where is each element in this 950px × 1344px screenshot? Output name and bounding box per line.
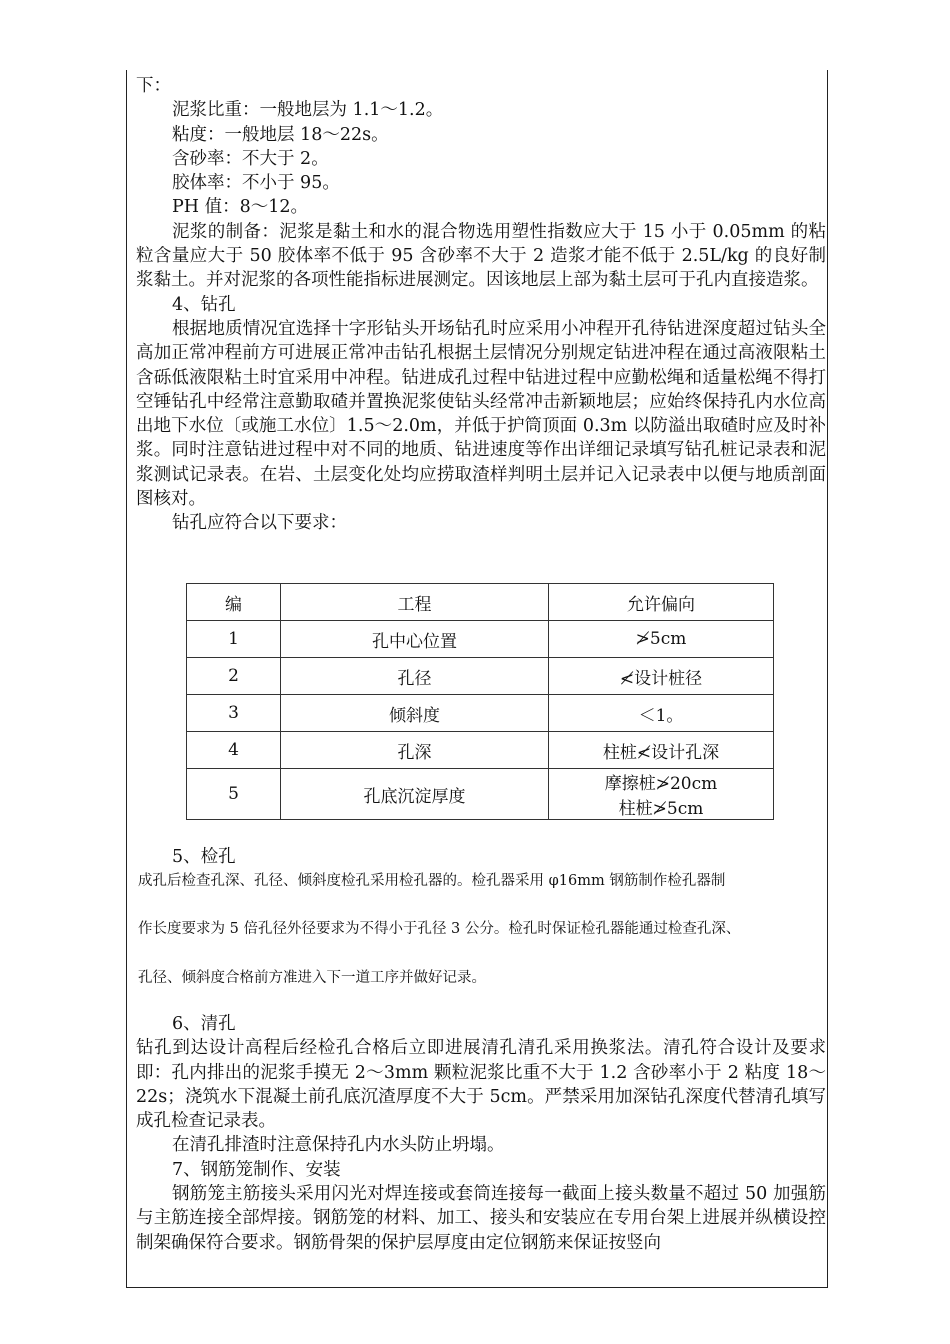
- text-line: PH 值：8～12。: [172, 197, 309, 218]
- section-5-heading: 5、检孔: [172, 847, 236, 867]
- section-5: [136, 845, 826, 869]
- tolerance-line: 摩擦桩≯20cm: [604, 774, 718, 794]
- table-row: [187, 658, 774, 695]
- row-tolerance: [549, 769, 774, 820]
- table-row: [187, 732, 774, 769]
- header-no: 编: [187, 584, 281, 621]
- row-item: 孔底沉淀厚度: [281, 769, 549, 820]
- drilling-requirements-table: [186, 583, 774, 820]
- table-header-row: [187, 584, 774, 621]
- header-tolerance: 允许偏向: [549, 584, 774, 621]
- text-line: 胶体率：不小于 95。: [172, 173, 340, 194]
- row-tolerance: ≮设计桩径: [549, 658, 774, 695]
- mud-prep-paragraph: 泥浆的制备：泥浆是黏土和水的混合物选用塑性指数应大于 15 小于 0.05mm 的粘粒含量应大于 50 胶体率不低于 95 含砂率不大于 2 造浆才能不低于 2.5L/kg 的良好制浆黏土。并对泥浆的各项性能指标进展测定。因该地层上部为黏土层可于孔内直接造浆。: [136, 221, 826, 291]
- section-5-line: [138, 871, 828, 891]
- row-tolerance: ≯5cm: [549, 621, 774, 658]
- text-line: 下：: [136, 76, 171, 96]
- row-tolerance: 柱桩≮设计孔深: [549, 732, 774, 769]
- text-line: 成孔后检查孔深、孔径、倾斜度检孔采用检孔器的。检孔器采用 φ16mm 钢筋制作检孔器制: [138, 873, 726, 889]
- section-7-heading: 7、钢筋笼制作、安装: [172, 1159, 341, 1180]
- document-body: [136, 74, 826, 536]
- text-line: 含砂率：不大于 2。: [172, 148, 329, 169]
- section-6-note: 在清孔排渣时注意保持孔内水头防止坍塌。: [172, 1135, 505, 1156]
- row-item: 孔中心位置: [281, 621, 549, 658]
- row-no: 5: [187, 769, 281, 820]
- section-4-heading: 4、钻孔: [172, 294, 236, 315]
- row-no: 3: [187, 695, 281, 732]
- section-4-paragraph: 根据地质情况宜选择十字形钻头开场钻孔时应采用小冲程开孔待钻进深度超过钻头全高加正常冲程前方可进展正常冲击钻孔根据土层情况分别规定钻进冲程在通过高液限粘土含砾低液限粘土时宜采用中冲程。钻进成孔过程中钻进过程中应勤松绳和适量松绳不得打空锤钻孔中经常注意勤取碴并置换泥浆使钻头经常冲击新颖地层；应始终保持孔内水位高出地下水位〔或施工水位〕1.5～2.0m，并低于护筒顶面 0.3m 以防溢出取碴时应及时补浆。同时注意钻进过程中对不同的地质、钻进速度等作出详细记录填写钻孔桩记录表和泥浆测试记录表。在岩、土层变化处均应捞取渣样判明土层并记入记录表中以便与地质剖面图核对。: [136, 318, 826, 510]
- requirements-intro: 钻孔应符合以下要求：: [172, 513, 347, 534]
- section-5-line: [138, 919, 828, 939]
- row-item: 倾斜度: [281, 695, 549, 732]
- section-6-paragraph: 钻孔到达设计高程后经检孔合格后立即进展清孔清孔采用换浆法。清孔符合设计及要求即：孔内排出的泥浆手摸无 2～3mm 颗粒泥浆比重不大于 1.2 含砂率小于 2 粘度 18～22s；浇筑水下混凝土前孔底沉渣厚度不大于 5cm。严禁采用加深钻孔深度代替清孔填写成孔检查记录表。: [136, 1038, 826, 1132]
- row-tolerance: ＜1。: [549, 695, 774, 732]
- text-line: 泥浆比重：一般地层为 1.1～1.2。: [172, 100, 444, 121]
- row-no: 1: [187, 621, 281, 658]
- row-no: 2: [187, 658, 281, 695]
- text-line: 作长度要求为 5 倍孔径外径要求为不得小于孔径 3 公分。检孔时保证检孔器能通过检查孔深、: [138, 921, 741, 937]
- table-row: [187, 695, 774, 732]
- section-6-7: [136, 1012, 826, 1255]
- section-7-paragraph: 钢筋笼主筋接头采用闪光对焊连接或套筒连接每一截面上接头数量不超过 50 加强筋与主筋连接全部焊接。钢筋笼的材料、加工、接头和安装应在专用台架上进展并纵横设控制架确保符合要求。钢筋骨架的保护层厚度由定位钢筋来保证按竖向: [136, 1184, 826, 1253]
- row-item: 孔深: [281, 732, 549, 769]
- section-6-heading: 6、清孔: [172, 1014, 236, 1034]
- text-line: 孔径、倾斜度合格前方准进入下一道工序并做好记录。: [138, 970, 486, 986]
- section-5-line: [138, 968, 828, 988]
- text-line: 粘度：一般地层 18～22s。: [172, 124, 389, 145]
- row-item: 孔径: [281, 658, 549, 695]
- table-row: [187, 769, 774, 820]
- row-no: 4: [187, 732, 281, 769]
- table-row: [187, 621, 774, 658]
- header-item: 工程: [281, 584, 549, 621]
- tolerance-line: 柱桩≯5cm: [618, 799, 704, 819]
